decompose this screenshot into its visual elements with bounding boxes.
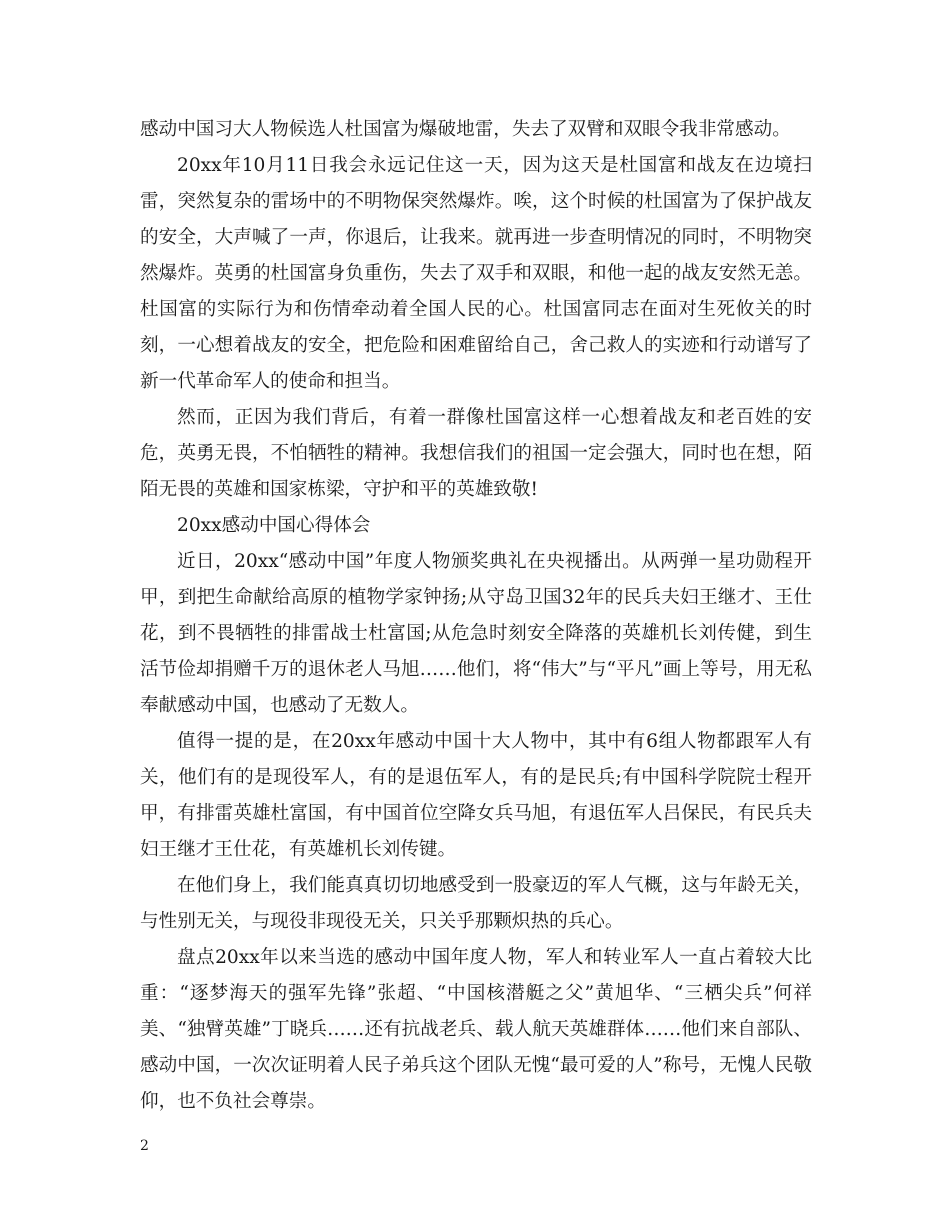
paragraph: 在他们身上，我们能真真切切地感受到一股豪迈的军人气概，这与年龄无关，与性别无关，与现役非现役无关，只关乎那颗炽热的兵心。 bbox=[140, 875, 812, 932]
section-heading: 20xx感动中国心得体会 bbox=[177, 515, 371, 536]
paragraph: 近日，20xx“感动中国”年度人物颁奖典礼在央视播出。从两弹一星功勋程开甲，到把生命献给高原的植物学家钟扬;从守岛卫国32年的民兵夫妇王继才、王仕花，到不畏牺牲的排雷战士杜富国;从危急时刻安全降落的英雄机长刘传健，到生活节俭却捐赠千万的退休老人马旭……他们，将“伟大”与“平凡”画上等号，用无私奉献感动中国，也感动了无数人。 bbox=[140, 551, 812, 716]
paragraph: 盘点20xx年以来当选的感动中国年度人物，军人和转业军人一直占着较大比重：“逐梦海天的强军先锋”张超、“中国核潜艇之父”黄旭华、“三栖尖兵”何祥美、“独臂英雄”丁晓兵……还有抗战老兵、载人航天英雄群体……他们来自部队、感动中国，一次次证明着人民子弟兵这个团队无愧“最可爱的人”称号，无愧人民敬仰，也不负社会尊崇。 bbox=[140, 947, 812, 1112]
paragraph: 20xx年10月11日我会永远记住这一天，因为这天是杜国富和战友在边境扫雷，突然复杂的雷场中的不明物保突然爆炸。唉，这个时候的杜国富为了保护战友的安全，大声喊了一声，你退后，让我来。就再进一步查明情况的同时，不明物突然爆炸。英勇的杜国富身负重伤，失去了双手和双眼，和他一起的战友安然无恙。杜国富的实际行为和伤情牵动着全国人民的心。杜国富同志在面对生死攸关的时刻，一心想着战友的安全，把危险和困难留给自己，舍己救人的实迹和行动谱写了新一代革命军人的使命和担当。 bbox=[140, 155, 812, 392]
page-number: 2 bbox=[140, 1138, 149, 1154]
paragraph: 然而，正因为我们背后，有着一群像杜国富这样一心想着战友和老百姓的安危，英勇无畏，不怕牺牲的精神。我想信我们的祖国一定会强大，同时也在想，陌陌无畏的英雄和国家栋梁，守护和平的英雄致敬! bbox=[140, 407, 812, 500]
paragraph: 值得一提的是，在20xx年感动中国十大人物中，其中有6组人物都跟军人有关，他们有的是现役军人，有的是退伍军人，有的是民兵;有中国科学院院士程开甲，有排雷英雄杜富国，有中国首位空降女兵马旭，有退伍军人吕保民，有民兵夫妇王继才王仕花，有英雄机长刘传键。 bbox=[140, 731, 812, 860]
paragraph: 感动中国习大人物候选人杜国富为爆破地雷，失去了双臂和双眼令我非常感动。 bbox=[140, 119, 791, 140]
body-text bbox=[140, 112, 812, 1120]
